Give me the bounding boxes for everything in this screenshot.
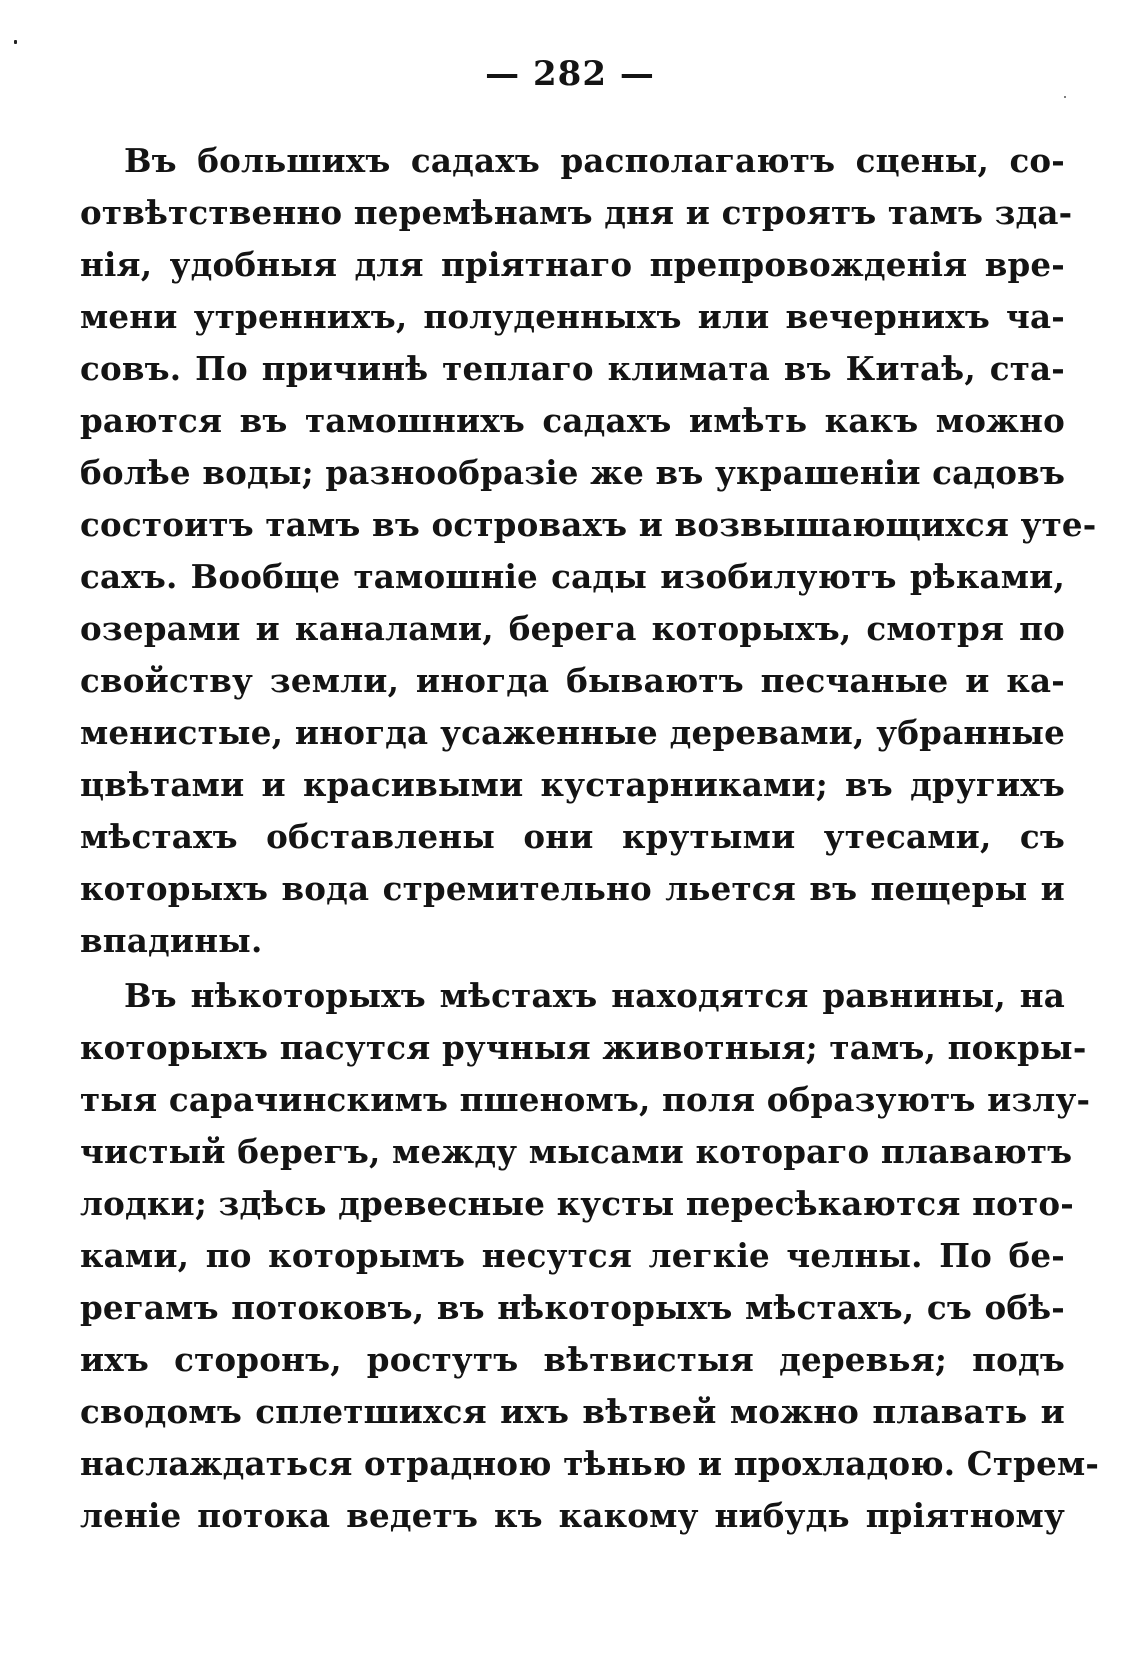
text-line: состоитъ тамъ въ островахъ и возвышающихся уте- xyxy=(80,505,1097,544)
text-line: озерами и каналами, берега которыхъ, смотря по xyxy=(80,609,1065,648)
text-line: Въ большихъ садахъ располагаютъ сцены, со- xyxy=(124,141,1065,180)
page-number: — 282 — xyxy=(485,54,655,94)
print-speck xyxy=(14,40,17,44)
text-line: раются въ тамошнихъ садахъ имѣть какъ можно xyxy=(80,401,1065,440)
text-line: ихъ сторонъ, ростутъ вѣтвистыя деревья; подъ xyxy=(80,1340,1065,1379)
text-line: цвѣтами и красивыми кустарниками; въ другихъ xyxy=(80,765,1065,804)
text-line: чистый берегъ, между мысами котораго плаваютъ xyxy=(80,1132,1073,1171)
text-line: болѣе воды; разнообразіе же въ украшеніи садовъ xyxy=(80,453,1066,492)
text-line: наслаждаться отрадною тѣнью и прохладою. Стрем- xyxy=(80,1444,1100,1483)
text-line: регамъ потоковъ, въ нѣкоторыхъ мѣстахъ, съ обѣ- xyxy=(80,1288,1065,1327)
text-line: сводомъ сплетшихся ихъ вѣтвей можно плавать и xyxy=(80,1392,1065,1431)
text-line: ками, по которымъ несутся легкіе челны. По бе- xyxy=(80,1236,1065,1275)
text-line: свойству земли, иногда бываютъ песчаные и ка- xyxy=(80,661,1065,700)
text-line: впадины. xyxy=(80,921,263,960)
text-line: которыхъ вода стремительно льется въ пещеры и xyxy=(80,869,1065,908)
text-line: тыя сарачинскимъ пшеномъ, поля образуютъ излу- xyxy=(80,1080,1091,1119)
text-line: Въ нѣкоторыхъ мѣстахъ находятся равнины, на xyxy=(124,976,1065,1015)
text-line: отвѣтственно перемѣнамъ дня и строятъ тамъ зда- xyxy=(80,193,1073,232)
text-line: менистые, иногда усаженные деревами, убранные xyxy=(80,713,1065,752)
text-line: мѣстахъ обставлены они крутыми утесами, съ xyxy=(80,817,1065,856)
text-line: лодки; здѣсь древесные кусты пересѣкаются пото- xyxy=(80,1184,1074,1223)
text-line: нія, удобныя для пріятнаго препровожденія вре- xyxy=(80,245,1065,284)
text-line: совъ. По причинѣ теплаго климата въ Китаѣ, ста- xyxy=(80,349,1065,388)
print-speck xyxy=(1064,96,1066,98)
text-line: которыхъ пасутся ручныя животныя; тамъ, покры- xyxy=(80,1028,1087,1067)
text-line: леніе потока ведетъ къ какому нибудь пріятному xyxy=(80,1496,1065,1535)
text-line: мени утреннихъ, полуденныхъ или вечернихъ ча- xyxy=(80,297,1065,336)
text-line: сахъ. Вообще тамошніе сады изобилуютъ рѣками, xyxy=(80,557,1065,596)
